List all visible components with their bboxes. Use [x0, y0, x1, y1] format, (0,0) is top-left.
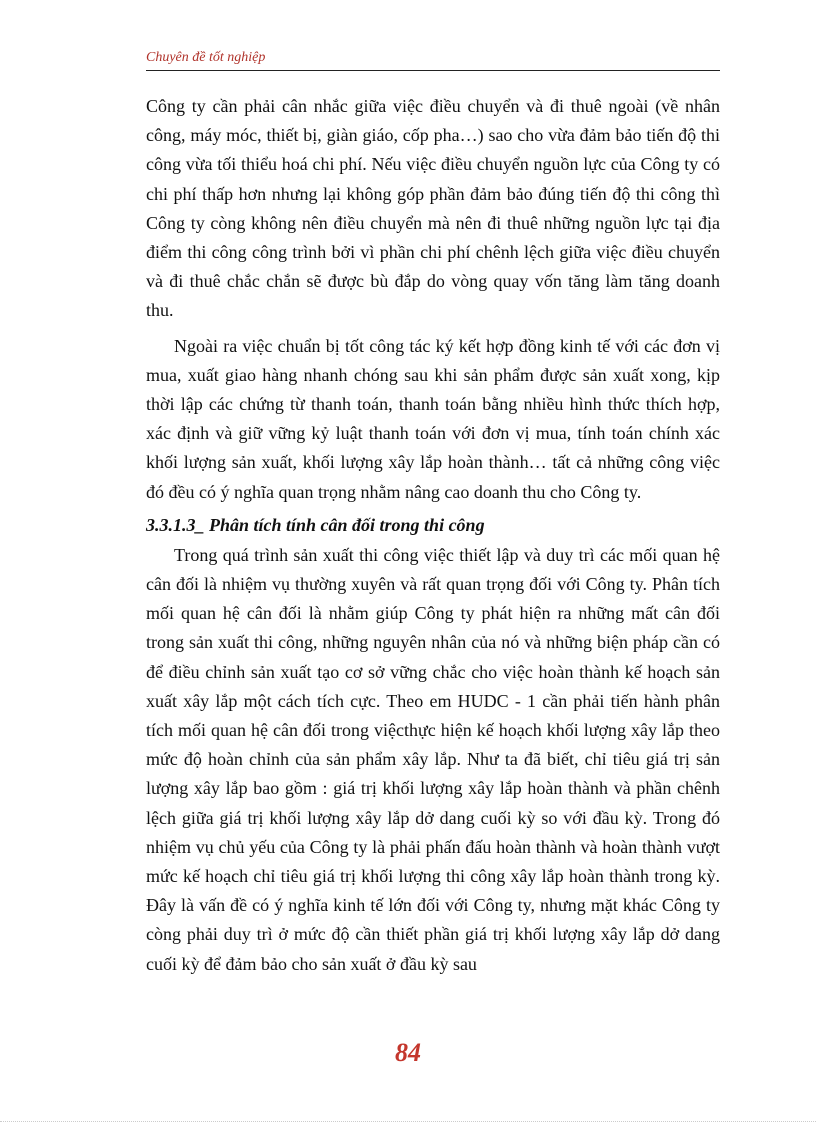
bottom-divider [0, 1121, 816, 1122]
paragraph-balance-analysis: Trong quá trình sản xuất thi công việc thiết lập và duy trì các mối quan hệ cân đối là nhiệm vụ thường xuyên và rất quan trọng đối với Công ty. Phân tích mối quan hệ cân đối là nhằm giúp Công ty phát hiện ra những mất cân đối trong sản xuất thi công, những nguyên nhân của nó và những biện pháp cần có để điều chỉnh sản xuất tạo cơ sở vững chắc cho việc hoàn thành kế hoạch sản xuất xây lắp một cách tích cực. Theo em HUDC - 1 cần phải tiến hành phân tích mối quan hệ cân đối trong việcthực hiện kế hoạch khối lượng xây lắp theo mức độ hoàn chỉnh của sản phẩm xây lắp. Như ta đã biết, chỉ tiêu giá trị sản lượng xây lắp bao gồm : giá trị khối lượng xây lắp hoàn thành và phần chênh lệch giữa giá trị khối lượng xây lắp dở dang cuối kỳ so với đầu kỳ. Trong đó nhiệm vụ chủ yếu của Công ty là phải phấn đấu hoàn thành và hoàn thành vượt mức kế hoạch chỉ tiêu giá trị khối lượng thi công xây lắp hoàn thành trong kỳ. Đây là vấn đề có ý nghĩa kinh tế lớn đối với Công ty, nhưng mặt khác Công ty còng phải duy trì ở mức độ cần thiết phần giá trị khối lượng xây lắp dở dang cuối kỳ để đảm bảo cho sản xuất ở đầu kỳ sau [146, 544, 720, 974]
paragraph-revenue-measures: Ngoài ra việc chuẩn bị tốt công tác ký kết hợp đồng kinh tế với các đơn vị mua, xuất giao hàng nhanh chóng sau khi sản phẩm được sản xuất xong, kịp thời lập các chứng từ thanh toán, thanh toán bằng nhiều hình thức thích hợp, xác định và giữ vững kỷ luật thanh toán với đơn vị mua, tính toán chính xác khối lượng sản xuất, khối lượng xây lắp hoàn thành… tất cả những công việc đó đều có ý nghĩa quan trọng nhằm nâng cao doanh thu cho Công ty. [146, 335, 720, 502]
paragraph-resource-allocation: Công ty cần phải cân nhắc giữa việc điều chuyển và đi thuê ngoài (về nhân công, máy móc, thiết bị, giàn giáo, cốp pha…) sao cho vừa đảm bảo tiến độ thi công vừa tối thiểu hoá chi phí. Nếu việc điều chuyển nguồn lực của Công ty có chi phí thấp hơn nhưng lại không góp phần đảm bảo đúng tiến độ thi công thì Công ty còng không nên điều chuyển mà nên đi thuê những nguồn lực tại địa điểm thi công công trình bởi vì phần chi phí chênh lệch giữa việc điều chuyển và đi thuê chắc chắn sẽ được bù đắp do vòng quay vốn tăng làm tăng doanh thu. [146, 96, 720, 321]
header-title: Chuyên đề tốt nghiệp [146, 50, 266, 65]
document-body [146, 92, 720, 979]
page-number: 84 [395, 1038, 421, 1067]
section-heading: 3.3.1.3_ Phân tích tính cân đối trong thi công [146, 514, 485, 535]
page-header [146, 48, 720, 71]
